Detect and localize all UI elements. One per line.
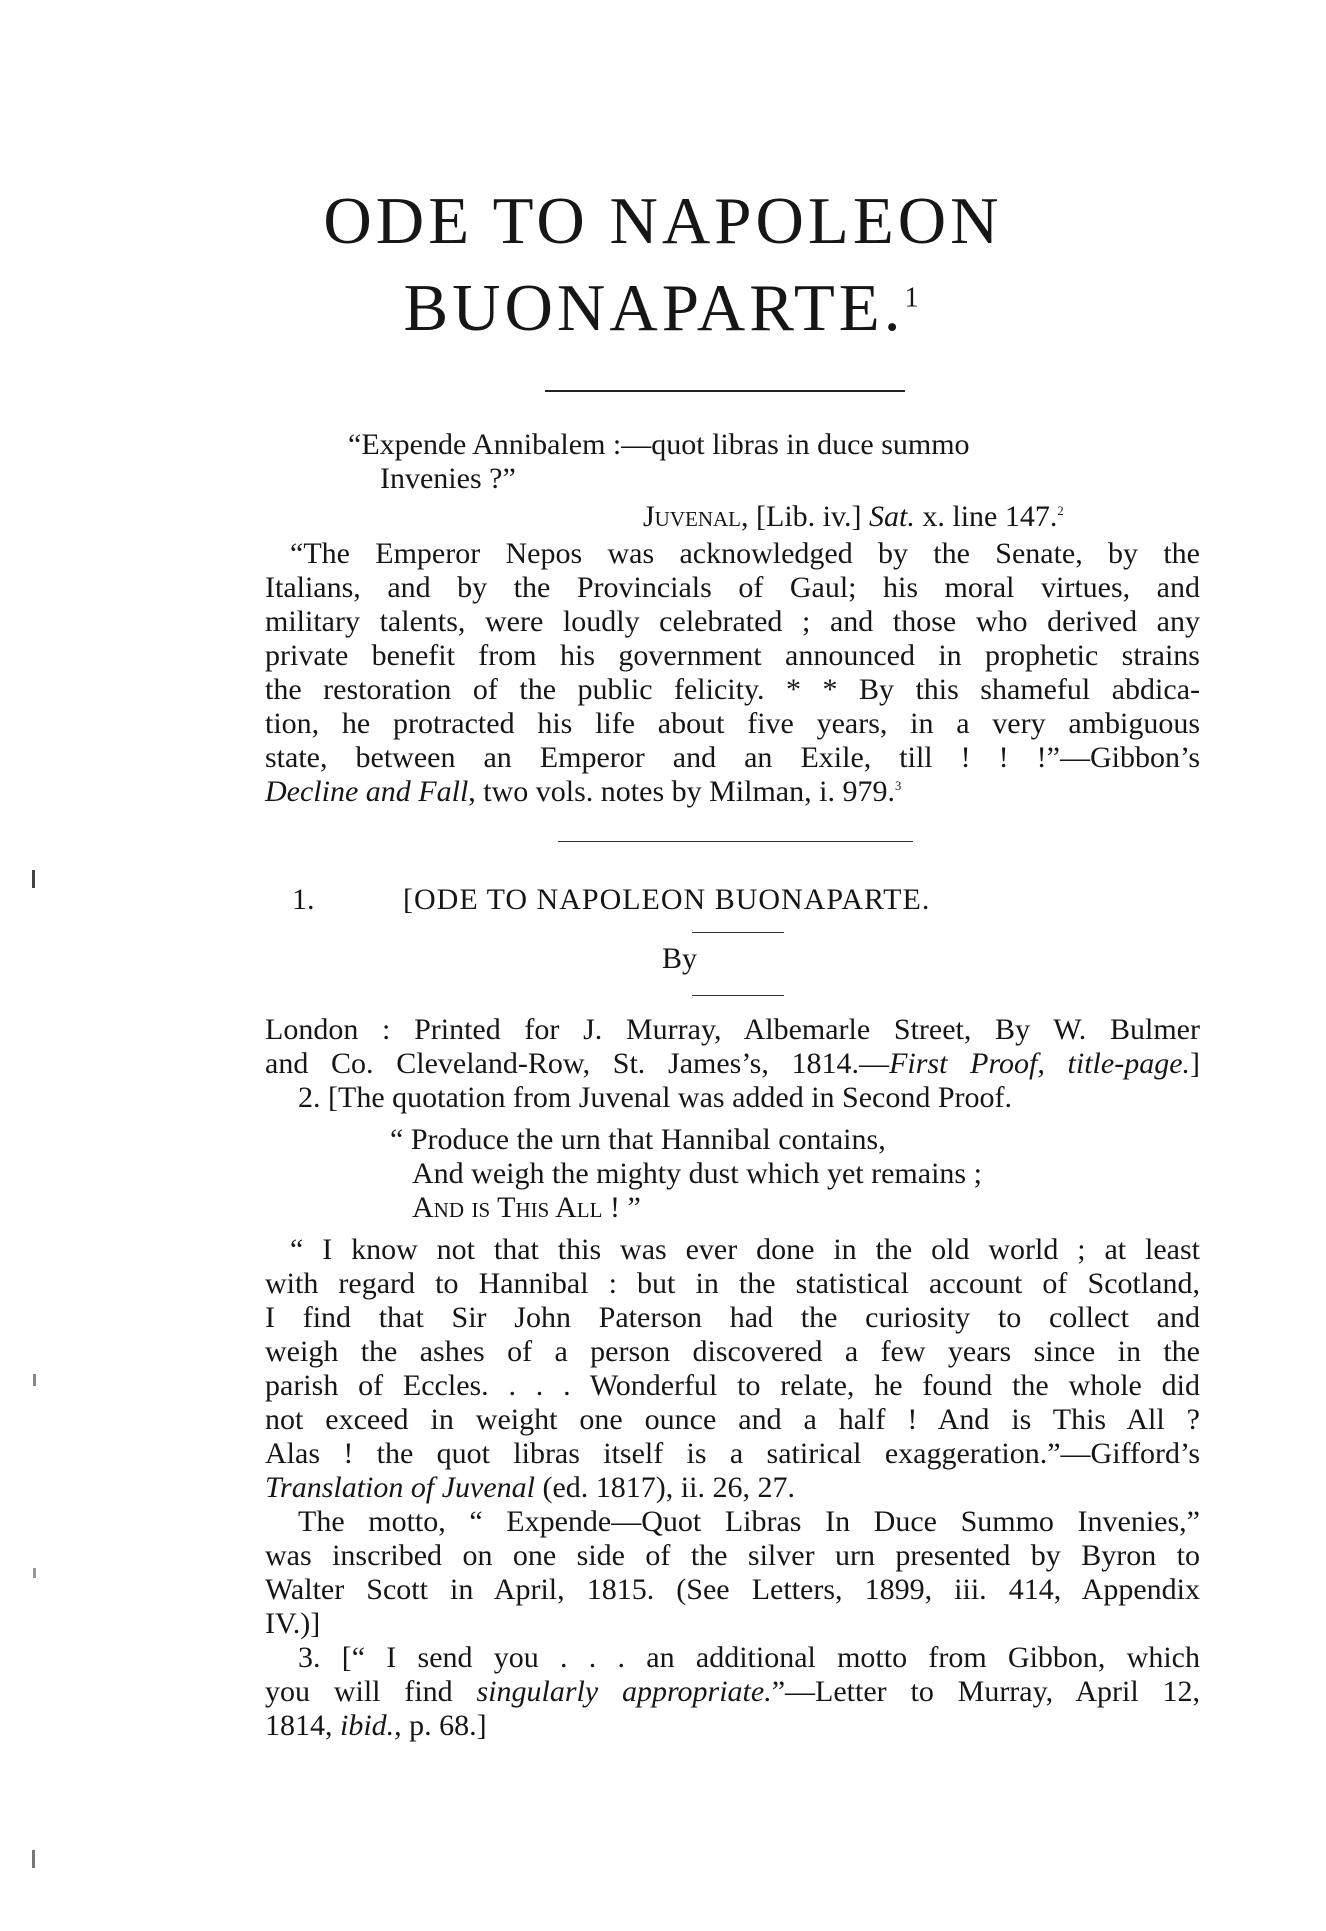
note-line: Walter Scott in April, 1815. (See Letters, 1899, iii. 414, Appendix — [265, 1573, 1200, 1606]
note-line: parish of Eccles. . . . Wonderful to relate, he found the whole did — [265, 1369, 1200, 1402]
epigraph-line: state, between an Emperor and an Exile, till ! ! !”—Gibbon’s — [265, 741, 1200, 774]
footnote-ref: 2 — [1057, 504, 1064, 518]
divider — [692, 995, 784, 996]
note-line: not exceed in weight one ounce and a half ! And is This All ? — [265, 1403, 1200, 1436]
note-line: 2. [The quotation from Juvenal was added in Second Proof. — [298, 1081, 1013, 1114]
footnote-ref: 3 — [894, 779, 902, 793]
page-title — [0, 184, 1326, 258]
note-line: weigh the ashes of a person discovered a few years since in the — [265, 1335, 1200, 1368]
margin-mark — [32, 870, 35, 888]
epigraph-line: Decline and Fall, two vols. notes by Milman, i. 979.$^3$ — [265, 775, 902, 808]
title-line-1: ODE TO NAPOLEON — [323, 184, 1003, 258]
title-line-2: BUONAPARTE. — [403, 271, 905, 345]
epigraph-line: “The Emperor Nepos was acknowledged by the Senate, by the — [290, 537, 1200, 570]
note-number: 1. — [292, 883, 315, 916]
verse-line: “ Produce the urn that Hannibal contains, — [390, 1123, 886, 1156]
epigraph-line: tion, he protracted his life about five years, in a very ambiguous — [265, 707, 1200, 740]
note-line: 3. [“ I send you . . . an additional motto from Gibbon, which — [298, 1641, 1200, 1674]
epigraph-line: military talents, were loudly celebrated ; and those who derived any — [265, 605, 1200, 638]
note-line: and Co. Cleveland-Row, St. James’s, 1814.—First Proof, title-page.] — [265, 1047, 1201, 1080]
note-line: London : Printed for J. Murray, Albemarle Street, By W. Bulmer — [265, 1013, 1200, 1046]
margin-mark — [33, 1568, 36, 1578]
note-line: Alas ! the quot libras itself is a satirical exaggeration.”—Gifford’s — [265, 1437, 1200, 1470]
divider — [545, 390, 905, 392]
margin-mark — [32, 1850, 35, 1868]
note-line: you will find singularly appropriate.”—Letter to Murray, April 12, — [265, 1675, 1200, 1708]
note-line: with regard to Hannibal : but in the statistical account of Scotland, — [265, 1267, 1200, 1300]
epigraph-line: private benefit from his government announced in prophetic strains — [265, 639, 1200, 672]
note-line: I find that Sir John Paterson had the curiosity to collect and — [265, 1301, 1200, 1334]
epigraph-line: Italians, and by the Provincials of Gaul; his moral virtues, and — [265, 571, 1200, 604]
note-line: “ I know not that this was ever done in the old world ; at least — [290, 1233, 1200, 1266]
note-line: was inscribed on one side of the silver urn presented by Byron to — [265, 1539, 1200, 1572]
epigraph-line: Invenies ?” — [380, 462, 516, 495]
divider — [692, 932, 784, 933]
verse-line: And is This All ! ” — [412, 1191, 641, 1224]
verse-line: And weigh the mighty dust which yet remains ; — [412, 1157, 982, 1190]
note-line: 1814, ibid., p. 68.] — [265, 1709, 487, 1742]
footnote-ref: 1 — [904, 282, 923, 314]
note-line: Translation of Juvenal (ed. 1817), ii. 26, 27. — [265, 1471, 795, 1504]
margin-mark — [33, 1374, 36, 1386]
note-line: The motto, “ Expende—Quot Libras In Duce Summo Invenies,” — [298, 1505, 1200, 1538]
note-by: By — [662, 942, 698, 975]
epigraph-line: “Expende Annibalem :—quot libras in duce summo — [348, 428, 970, 461]
epigraph-attribution: Juvenal, [Lib. iv.] Sat. x. line 147.$^2$ — [643, 500, 1064, 533]
page-title-2 — [0, 271, 1326, 345]
note-line: IV.)] — [265, 1607, 321, 1640]
note-heading: [ODE TO NAPOLEON BUONAPARTE. — [403, 883, 931, 916]
divider — [558, 841, 913, 842]
epigraph-line: the restoration of the public felicity. * * By this shameful abdica- — [265, 673, 1200, 706]
